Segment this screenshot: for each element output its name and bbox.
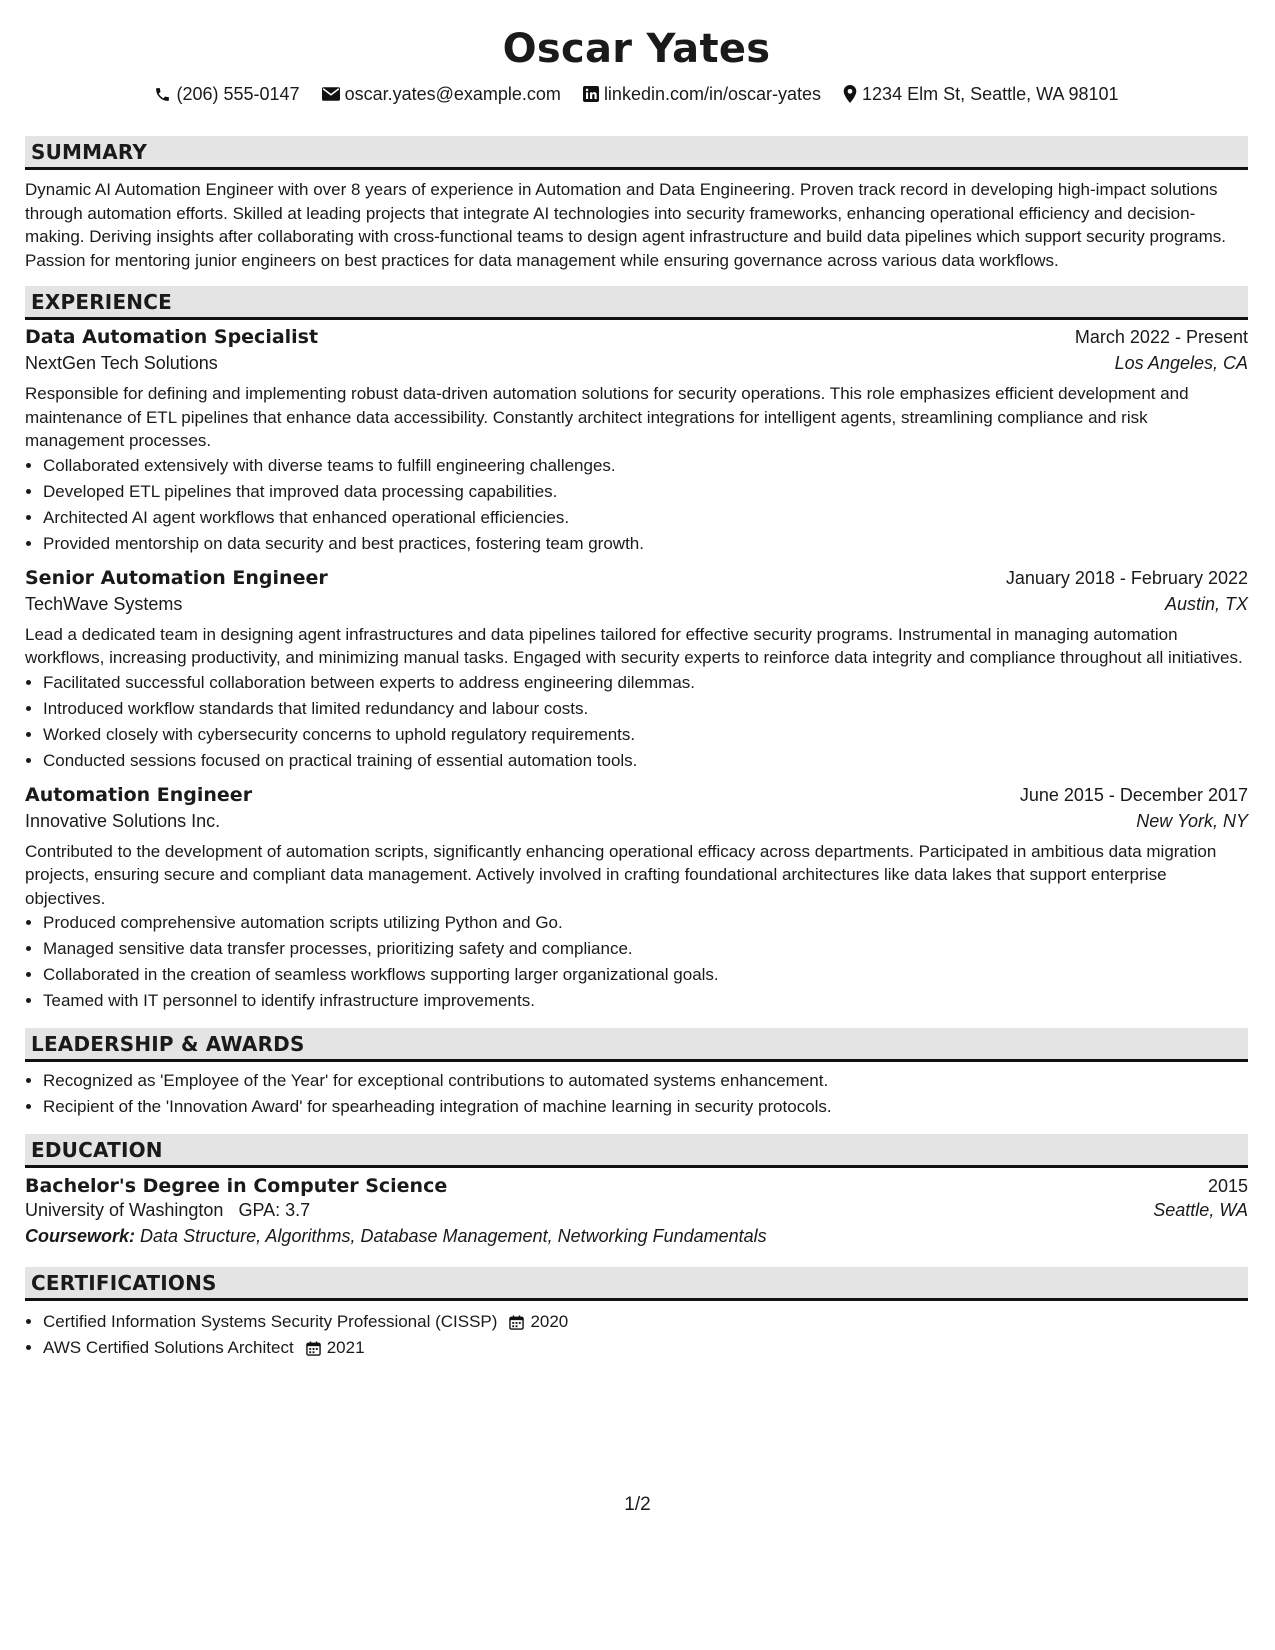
address-text: 1234 Elm St, Seattle, WA 98101: [862, 83, 1119, 104]
linkedin-icon: [583, 86, 599, 102]
list-item: • Facilitated successful collaboration between experts to address engineering dilemmas.: [43, 670, 1248, 696]
degree-title: Bachelor's Degree in Computer Science: [25, 1175, 448, 1197]
list-item: • Managed sensitive data transfer processes, prioritizing safety and compliance.: [43, 936, 1248, 962]
school-location: Seattle, WA: [1153, 1200, 1248, 1220]
coursework-text: Data Structure, Algorithms, Database Management, Networking Fundamentals: [140, 1226, 767, 1246]
job-description: Lead a dedicated team in designing agent infrastructures and data pipelines tailored for effective security programs. Instrumental in managing automation workflows, increasing productivity, and minimizing manual tasks. Engaged with security experts to reinforce data integrity and compliance throughout all initiatives.: [25, 624, 1243, 667]
job-subheader: [25, 353, 1248, 374]
job-dates: March 2022 - Present: [1074, 327, 1248, 347]
job-subheader: [25, 594, 1248, 615]
list-item: • Developed ETL pipelines that improved data processing capabilities.: [43, 479, 1248, 505]
contact-phone[interactable]: [154, 84, 299, 105]
calendar-icon: [503, 1315, 524, 1330]
job-title: Automation Engineer: [25, 783, 253, 806]
summary-heading: SUMMARY: [25, 136, 1248, 170]
email-text: oscar.yates@example.com: [344, 83, 561, 104]
job-location: Los Angeles, CA: [1114, 353, 1248, 373]
education-heading: EDUCATION: [25, 1134, 1248, 1168]
job-dates: January 2018 - February 2022: [1005, 567, 1248, 588]
job-header: [25, 784, 1248, 806]
list-item: • Provided mentorship on data security and best practices, fostering team growth.: [43, 531, 1248, 557]
job-bullets: [25, 910, 1248, 1014]
summary-text: Dynamic AI Automation Engineer with over 8 years of experience in Automation and Data Engineering. Proven track record in developing high-impact solutions through automation efforts. Skilled at leading projects that integrate AI technologies into security frameworks, enhancing operational efficiency and decision-making. Deriving insights after collaborating with cross-functional teams to design agent infrastructure and build data pipelines which support security programs. Passion for mentoring junior engineers on best practices for data management while ensuring governance across various data workflows.: [25, 180, 1226, 270]
awards-list: [25, 1068, 1248, 1120]
education-header: [25, 1175, 1248, 1197]
list-item: • Introduced workflow standards that limited redundancy and labour costs.: [43, 696, 1248, 722]
resume-page: [25, 0, 1248, 1361]
school-line: [25, 1200, 310, 1221]
job-entry: [25, 326, 1248, 557]
list-item: • Produced comprehensive automation scripts utilizing Python and Go.: [43, 910, 1248, 936]
education-subheader: [25, 1200, 1248, 1221]
phone-text: (206) 555-0147: [176, 83, 300, 104]
job-entry: [25, 567, 1248, 774]
company-name: TechWave Systems: [25, 593, 183, 614]
job-title: Data Automation Specialist: [25, 326, 319, 348]
job-bullets: [25, 453, 1248, 557]
certifications-heading: CERTIFICATIONS: [25, 1267, 1248, 1301]
contact-linkedin[interactable]: [583, 84, 821, 105]
coursework-label: Coursework:: [25, 1226, 136, 1246]
experience-heading: EXPERIENCE: [25, 286, 1248, 320]
job-location: Austin, TX: [1164, 593, 1248, 614]
job-description: Contributed to the development of automation scripts, significantly enhancing operational efficacy across departments. Participated in ambitious data migration projects, ensuring secure and compliant data management. Actively involved in crafting foundational architectures like data lakes that support enterprise objectives.: [25, 841, 1217, 908]
list-item: • Collaborated extensively with diverse teams to fulfill engineering challenges.: [43, 453, 1248, 479]
candidate-name: Oscar Yates: [502, 26, 771, 72]
list-item: [43, 1309, 1248, 1335]
job-subheader: [25, 811, 1248, 832]
certification-year: 2021: [326, 1338, 365, 1357]
job-location: New York, NY: [1136, 810, 1248, 831]
page-number: 1/2: [624, 1494, 651, 1515]
certifications-list: [25, 1309, 1248, 1361]
contact-email[interactable]: [322, 84, 561, 105]
school-name: University of Washington: [25, 1200, 224, 1220]
education-entry: [25, 1175, 1248, 1247]
list-item: • Worked closely with cybersecurity concerns to uphold regulatory requirements.: [43, 722, 1248, 748]
certification-name: • AWS Certified Solutions Architect: [43, 1338, 294, 1357]
certification-year: 2020: [530, 1312, 569, 1331]
job-bullets: [25, 670, 1248, 774]
calendar-icon: [300, 1341, 321, 1356]
job-title: Senior Automation Engineer: [25, 566, 328, 589]
graduation-year: 2015: [1207, 1176, 1248, 1196]
job-entry: [25, 784, 1248, 1015]
awards-heading: LEADERSHIP & AWARDS: [25, 1028, 1248, 1062]
list-item: • Architected AI agent workflows that enhanced operational efficiencies.: [43, 505, 1248, 531]
job-dates: June 2015 - December 2017: [1019, 784, 1248, 805]
list-item: • Teamed with IT personnel to identify infrastructure improvements.: [43, 988, 1248, 1014]
job-header: [25, 567, 1248, 589]
list-item: • Collaborated in the creation of seamless workflows supporting larger organizational goals.: [43, 962, 1248, 988]
contact-address: [843, 84, 1118, 105]
job-description: Responsible for defining and implementing robust data-driven automation solutions for security operations. This role emphasizes efficient development and maintenance of ETL pipelines that enhance data accessibility. Constantly architect integrations for intelligent agents, streamlining compliance and risk management processes.: [25, 384, 1189, 450]
company-name: NextGen Tech Solutions: [25, 353, 218, 373]
map-pin-icon: [843, 85, 857, 103]
phone-icon: [154, 86, 171, 103]
linkedin-text: linkedin.com/in/oscar-yates: [603, 83, 822, 104]
list-item: • Recipient of the 'Innovation Award' for spearheading integration of machine learning in security protocols.: [43, 1094, 1248, 1120]
list-item: • Recognized as 'Employee of the Year' for exceptional contributions to automated systems enhancement.: [43, 1068, 1248, 1094]
company-name: Innovative Solutions Inc.: [25, 810, 221, 831]
certification-name: • Certified Information Systems Security Professional (CISSP): [43, 1312, 498, 1331]
list-item: [43, 1335, 1248, 1361]
gpa: GPA: 3.7: [238, 1200, 311, 1220]
envelope-icon: [322, 87, 340, 101]
list-item: • Conducted sessions focused on practical training of essential automation tools.: [43, 748, 1248, 774]
job-header: [25, 326, 1248, 348]
coursework-line: [25, 1226, 1248, 1247]
contact-bar: [25, 82, 1248, 106]
